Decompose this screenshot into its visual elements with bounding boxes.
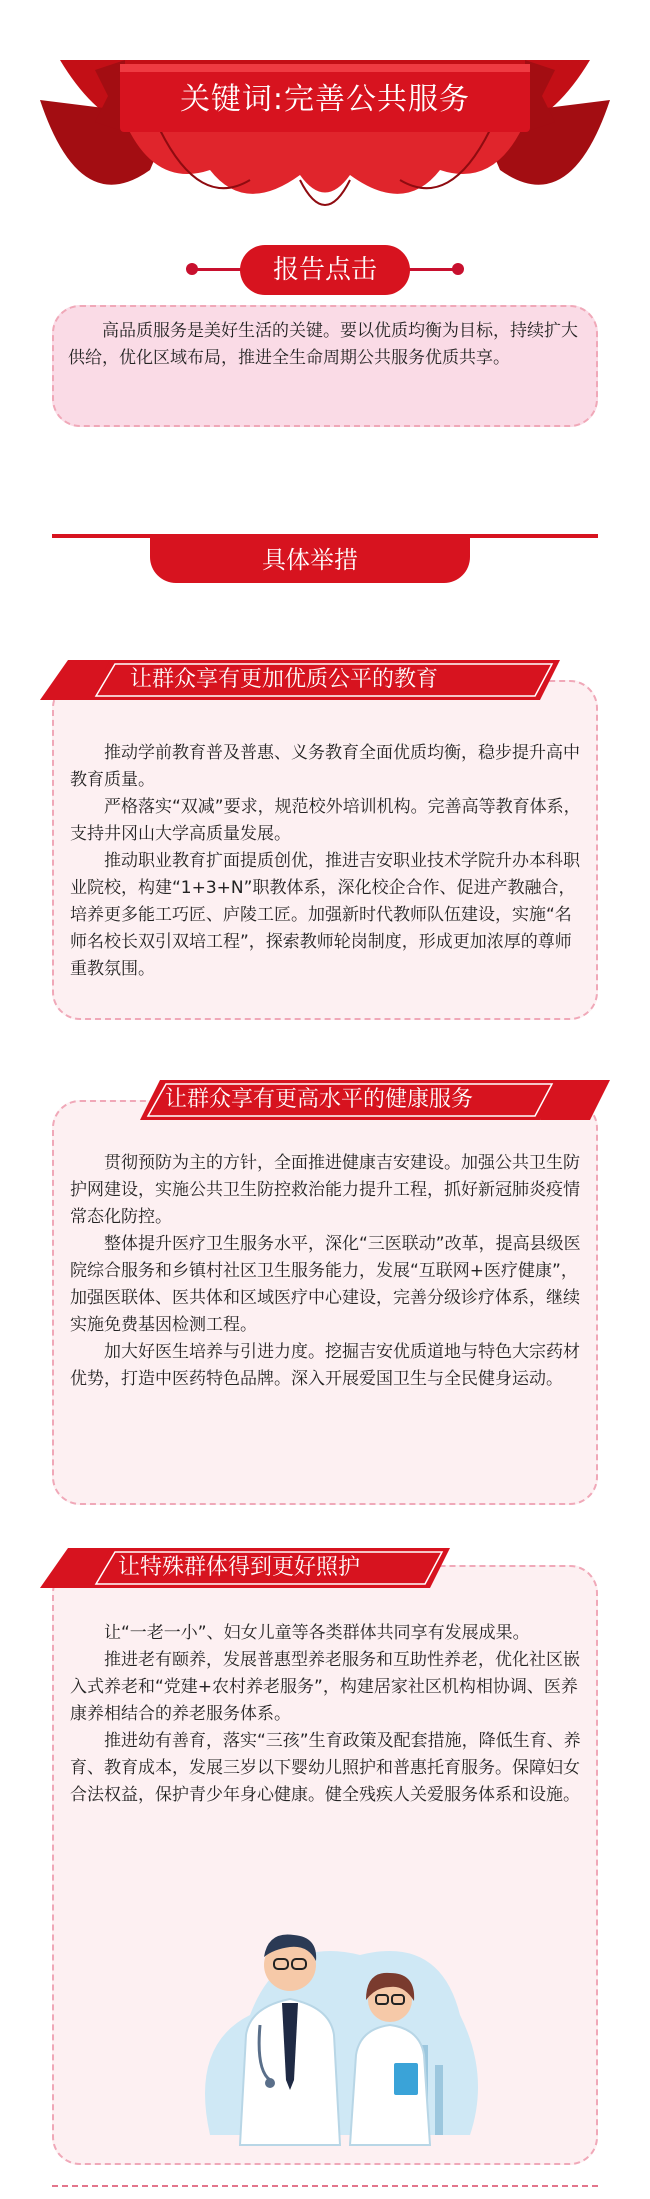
section-title: 让特殊群体得到更好照护 [118,1555,361,1580]
divider-dot [452,263,464,275]
section-title: 让群众享有更加优质公平的教育 [130,667,439,692]
paragraph: 推动职业教育扩面提质创优，推进吉安职业技术学院升办本科职业院校，构建“1+3+N”职教体系，深化校企合作、促进产教融合，培养更多能工巧匠、庐陵工匠。加强新时代教师队伍建设，实施“名师名校长双引双培工程”，探索教师轮岗制度，形成更加浓厚的尊师重教氛围。 [70,851,580,979]
section-title: 让群众享有更高水平的健康服务 [165,1087,474,1112]
measures-heading: 具体举措 [150,537,470,583]
paragraph: 贯彻预防为主的方针，全面推进健康吉安建设。加强公共卫生防护网建设，实施公共卫生防控救治能力提升工程，抓好新冠肺炎疫情常态化防控。 [70,1153,580,1227]
bottom-divider [52,2185,598,2187]
paragraph: 整体提升医疗卫生服务水平，深化“三医联动”改革，提高县级医院综合服务和乡镇村社区卫生服务能力，发展“互联网+医疗健康”，加强医联体、医共体和区域医疗中心建设，完善分级诊疗体系，继续实施免费基因检测工程。 [70,1234,581,1335]
keyword-title: 关键词:完善公共服务 [179,82,471,117]
paragraph: 加大好医生培养与引进力度。挖掘吉安优质道地与特色大宗药材优势，打造中医药特色品牌。深入开展爱国卫生与全民健身运动。 [70,1342,580,1389]
paragraph: 推进老有颐养，发展普惠型养老服务和互助性养老，优化社区嵌入式养老和“党建+农村养老服务”，构建居家社区机构相协调、医养康养相结合的养老服务体系。 [70,1650,580,1724]
intro-text: 高品质服务是美好生活的关键。要以优质均衡为目标，持续扩大供给，优化区域布局，推进全生命周期公共服务优质共享。 [68,321,578,368]
section-body [70,1620,585,1809]
doctors-illustration [190,1895,490,2165]
section-body [70,1150,585,1393]
paragraph: 推动学前教育普及普惠、义务教育全面优质均衡，稳步提升高中教育质量。 [70,743,580,790]
paragraph: 严格落实“双减”要求，规范校外培训机构。完善高等教育体系，支持井冈山大学高质量发展。 [70,797,581,844]
section-body [70,740,585,983]
divider-dot [186,263,198,275]
report-pill: 报告点击 [240,245,410,295]
paragraph: 推进幼有善育，落实“三孩”生育政策及配套措施，降低生育、养育、教育成本，发展三岁以下婴幼儿照护和普惠托育服务。保障妇女合法权益，保护青少年身心健康。健全残疾人关爱服务体系和设施。 [70,1731,581,1805]
paragraph: 让“一老一小”、妇女儿童等各类群体共同享有发展成果。 [104,1623,530,1643]
